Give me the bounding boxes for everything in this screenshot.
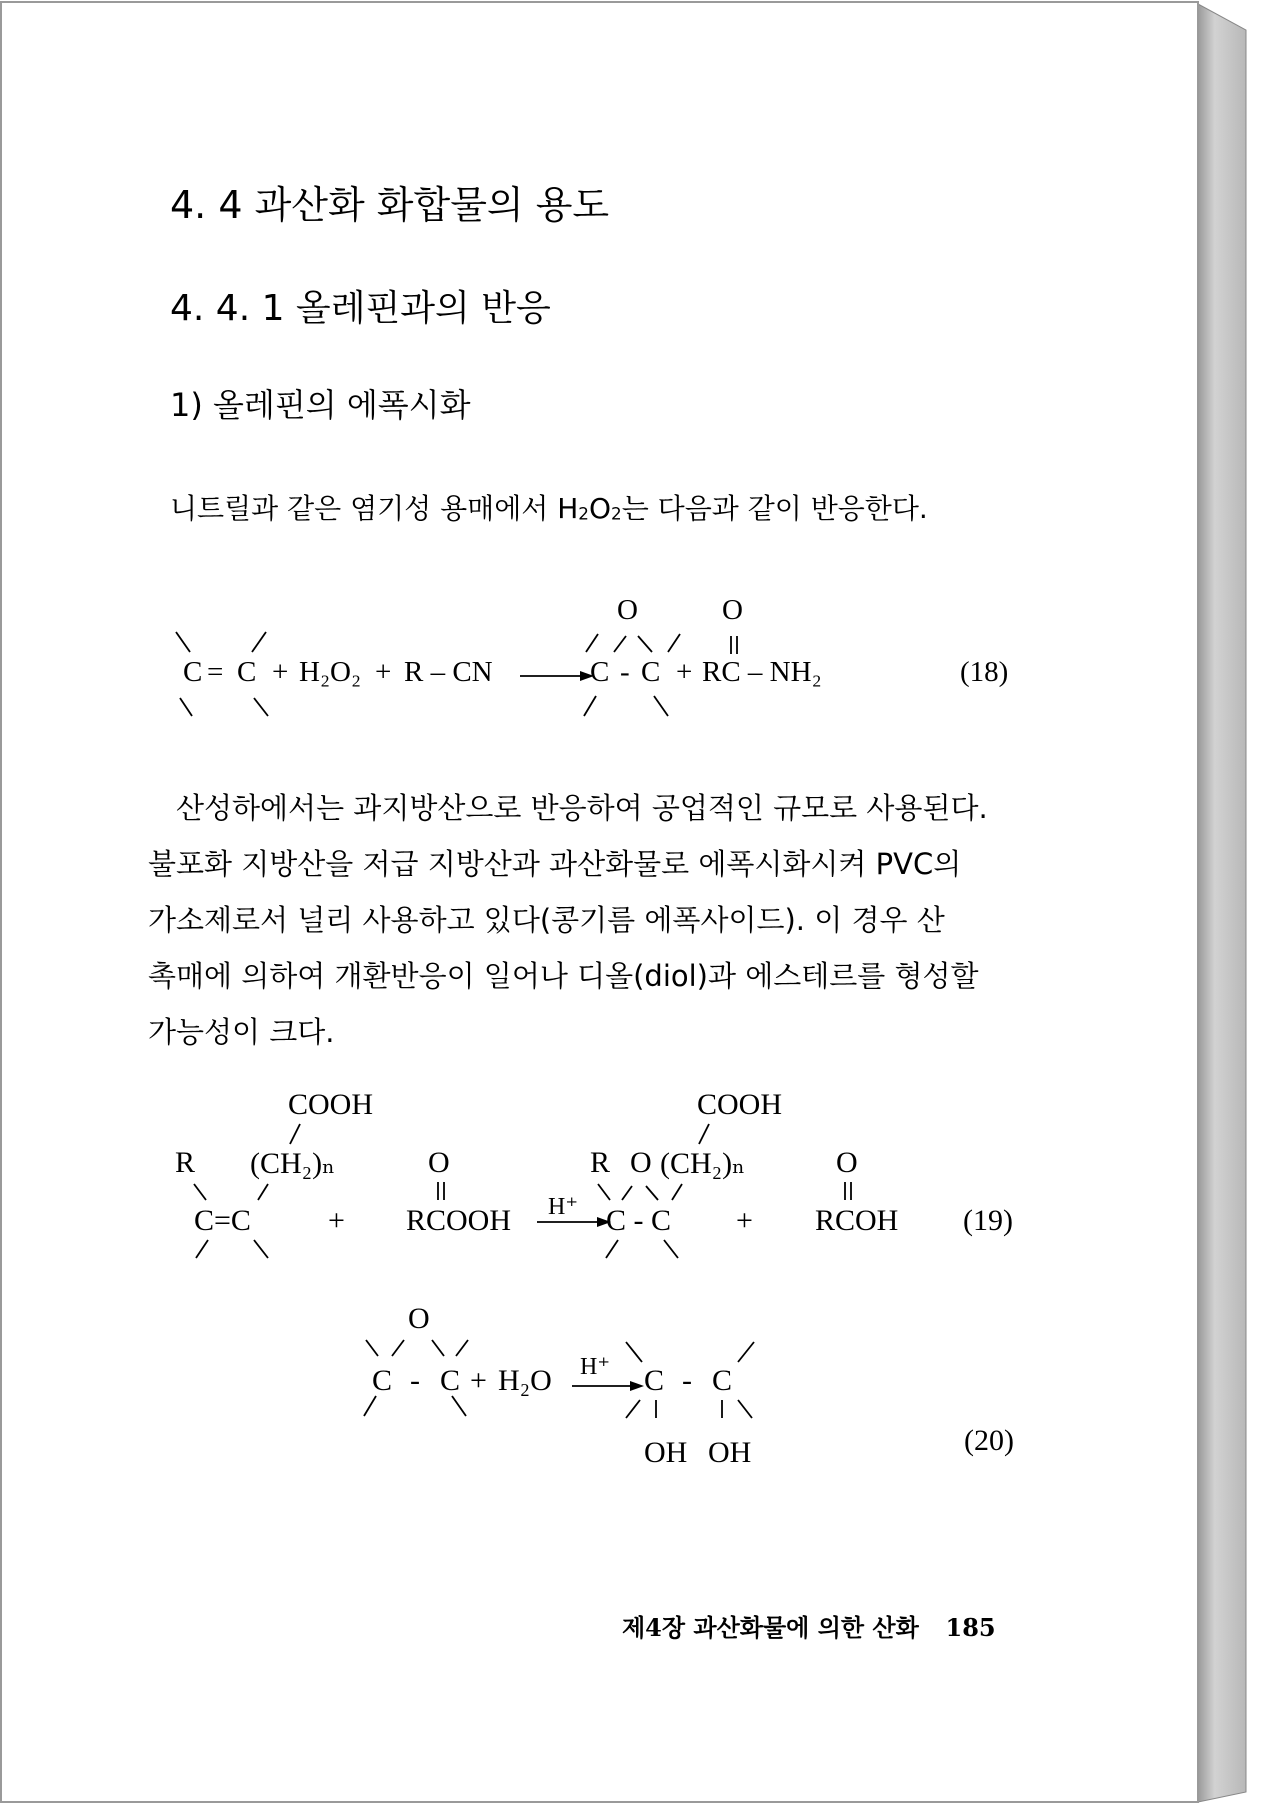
eq20-diol-dash: - [682, 1364, 692, 1397]
eq18-double-bond: = [207, 656, 224, 688]
eq19-acid: RCOH [815, 1204, 899, 1237]
eq19-plus1: + [328, 1204, 345, 1237]
section-heading: 4. 4 과산화 화합물의 용도 [170, 183, 610, 227]
eq19-alkene: C=C [194, 1204, 251, 1237]
eq20-epox-c2: C [440, 1364, 461, 1397]
eq18-left-c2: C [237, 656, 257, 688]
subsection-heading: 4. 4. 1 올레핀과의 반응 [170, 288, 551, 329]
eq18-epox-c2: C [641, 656, 661, 688]
eq19-epoxide: C - C [606, 1204, 672, 1237]
eq18-h2o2: H₂O₂ [299, 656, 362, 688]
eq20-hydroxyl-2: OH [708, 1436, 752, 1469]
eq20-label: (20) [964, 1424, 1014, 1457]
eq20-catalyst: H⁺ [580, 1354, 610, 1380]
eq19-peracid: RCOOH [406, 1204, 512, 1237]
paragraph-line-5: 가능성이 크다. [148, 1015, 335, 1049]
paragraph-line-3: 가소제로서 널리 사용하고 있다(콩기름 에폭사이드). 이 경우 산 [148, 903, 945, 937]
running-footer [622, 1608, 996, 1643]
eq18-epoxide-oxygen: O [617, 594, 638, 626]
eq19-cooh-right: COOH [697, 1088, 783, 1121]
eq18-epox-dash: - [620, 656, 630, 688]
eq19-ch2-right: (CH₂)ₙ [660, 1147, 746, 1180]
eq20-diol-c1: C [644, 1364, 665, 1397]
intro-after: 는 다음과 같이 반응한다. [621, 492, 928, 525]
item-heading: 1) 올레핀의 에폭시화 [170, 386, 471, 424]
eq20-epox-c1: C [372, 1364, 393, 1397]
eq18-amide-oxygen: O [722, 594, 743, 626]
eq18-plus3: + [676, 656, 693, 688]
intro-mid: O [588, 492, 612, 525]
eq19-epoxide-oxygen: O [630, 1146, 652, 1179]
eq20-water: H₂O [498, 1364, 552, 1397]
eq19-label: (19) [963, 1204, 1013, 1237]
eq18-plus1: + [272, 656, 289, 688]
eq18-nitrile: R – CN [404, 656, 493, 688]
eq20-hydroxyl-1: OH [644, 1436, 688, 1469]
eq19-plus2: + [736, 1204, 753, 1237]
eq18-epox-c1: C [590, 656, 610, 688]
eq18-left-c1: C [183, 656, 203, 688]
eq19-ch2-left: (CH₂)ₙ [250, 1147, 336, 1180]
paragraph-line-1: 산성하에서는 과지방산으로 반응하여 공업적인 규모로 사용된다. [176, 791, 988, 825]
intro-before: 니트릴과 같은 염기성 용매에서 H [170, 492, 579, 525]
eq19-peracid-oxygen: O [428, 1146, 450, 1179]
footer-chapter: 제4장 과산화물에 의한 산화 [622, 1613, 919, 1642]
page-number: 185 [945, 1613, 996, 1642]
eq20-epoxide-oxygen: O [408, 1302, 430, 1335]
eq19-acid-oxygen: O [836, 1146, 858, 1179]
eq19-cooh-left: COOH [288, 1088, 374, 1121]
eq19-catalyst: H⁺ [548, 1194, 578, 1220]
eq18-label: (18) [960, 656, 1009, 688]
intro-sub1: 2 [578, 503, 589, 524]
paragraph-line-4: 촉매에 의하여 개환반응이 일어나 디올(diol)과 에스테르를 형성할 [148, 959, 979, 993]
eq18-amide: RC – NH₂ [702, 656, 822, 688]
eq20-plus: + [470, 1364, 487, 1397]
eq18-plus2: + [375, 656, 392, 688]
intro-sub2: 2 [611, 503, 622, 524]
eq20-epox-dash: - [410, 1364, 420, 1397]
eq20-diol-c2: C [712, 1364, 733, 1397]
paragraph-line-2: 불포화 지방산을 저급 지방산과 과산화물로 에폭시화시켜 PVC의 [148, 847, 962, 881]
eq19-r-right: R [590, 1146, 611, 1179]
eq19-r-left: R [175, 1146, 196, 1179]
